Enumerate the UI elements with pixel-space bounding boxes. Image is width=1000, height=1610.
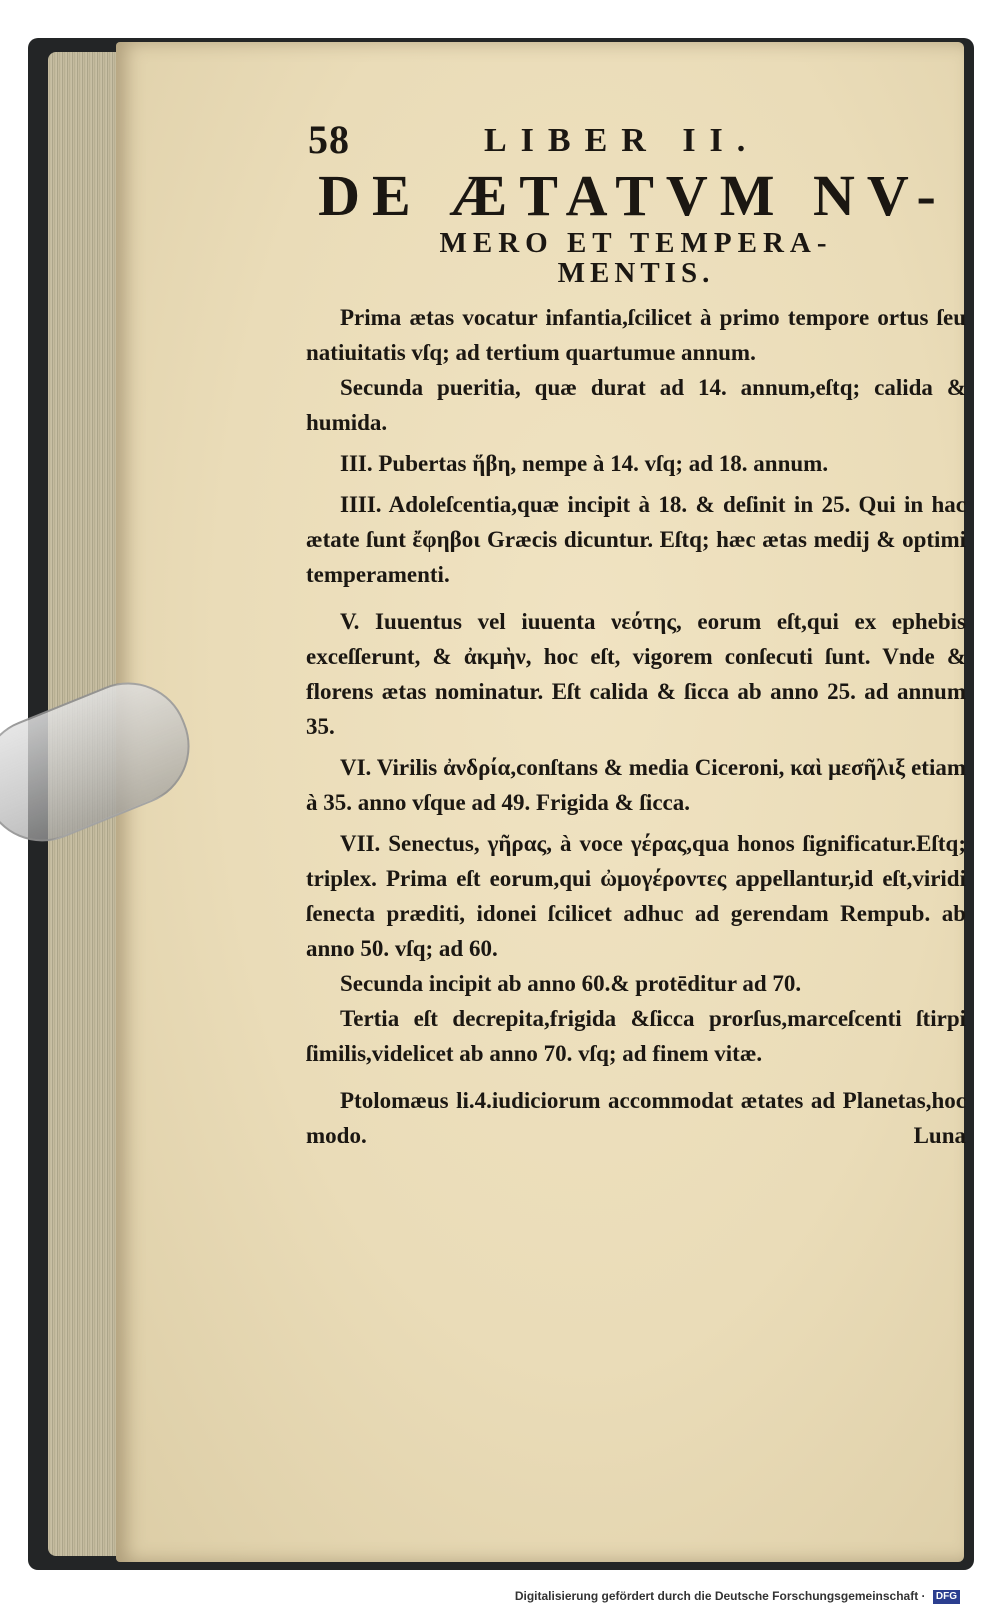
page-header bbox=[306, 112, 966, 166]
paragraph-tertia-senectus: Tertia eſt decrepita,frigida &ſicca prorſus,marceſcenti ſtirpi ſimilis,videlicet ab anno 70. vſq; ad finem vitæ. bbox=[306, 1006, 966, 1067]
page-number: 58 bbox=[308, 117, 350, 162]
paragraph-prima-aetas: Prima ætas vocatur infantia,ſcilicet à primo tempore ortus ſeu natiuitatis vſq; ad tertium quartumue annum. bbox=[306, 305, 966, 366]
title-line-2: MERO ET TEMPERA- bbox=[439, 227, 833, 260]
dfg-logo: DFG bbox=[933, 1590, 960, 1604]
paragraph-senectus: VII. Senectus, γῆρας, à voce γέρας,qua honos ſignificatur.Eſtq; triplex. Prima eſt eorum,qui ὠμογέροντες appellantur,id eſt,viridi ſenecta præditi, idonei ſcilicet adhuc ad gerendam Rempub. ab anno 50. vſq; ad 60. bbox=[306, 831, 966, 962]
title-line-1: DE ÆTATVM NV- bbox=[318, 163, 948, 228]
text-block bbox=[306, 112, 966, 1153]
paragraph-pubertas: III. Pubertas ἥβη, nempe à 14. vſq; ad 18. annum. bbox=[340, 451, 829, 477]
paragraph-iuuentus: V. Iuuentus vel iuuenta νεότης, eorum eſt,qui ex ephebis exceſſerunt, & ἀκμὴν, hoc eſt, vigorem conſecuti ſunt. Vnde & florens ætas nominatur. Eſt calida & ſicca ab anno 25. ad annum 35. bbox=[306, 609, 966, 740]
book-page bbox=[116, 42, 964, 1562]
credit-text: Digitalisierung gefördert durch die Deutsche Forschungsgemeinschaft · bbox=[514, 1589, 926, 1604]
title-line-3: MENTIS. bbox=[557, 256, 715, 289]
digitization-credit bbox=[515, 1589, 960, 1604]
catchword: Luna bbox=[913, 1123, 966, 1149]
paragraph-ptolomaeus: Ptolomæus li.4.iudiciorum accommodat ætates ad Planetas,hoc modo. bbox=[306, 1088, 966, 1149]
running-head: LIBER II. bbox=[484, 122, 760, 159]
paragraph-secunda-senectus: Secunda incipit ab anno 60.& protēditur ad 70. bbox=[340, 971, 802, 997]
paragraph-virilis: VI. Virilis ἀνδρία,conſtans & media Ciceroni, καὶ μεσῆλιξ etiam à 35. anno vſque ad 49. Frigida & ſicca. bbox=[306, 755, 966, 816]
chapter-title bbox=[306, 163, 966, 289]
paragraph-secunda-pueritia: Secunda pueritia, quæ durat ad 14. annum,eſtq; calida & humida. bbox=[306, 375, 966, 436]
paragraph-adolescentia: IIII. Adoleſcentia,quæ incipit à 18. & deſinit in 25. Qui in hac ætate ſunt ἔφηβοι Græcis dicuntur. Eſtq; hæc ætas medij & optimi temperamenti. bbox=[306, 492, 966, 588]
book-binding bbox=[28, 38, 974, 1570]
